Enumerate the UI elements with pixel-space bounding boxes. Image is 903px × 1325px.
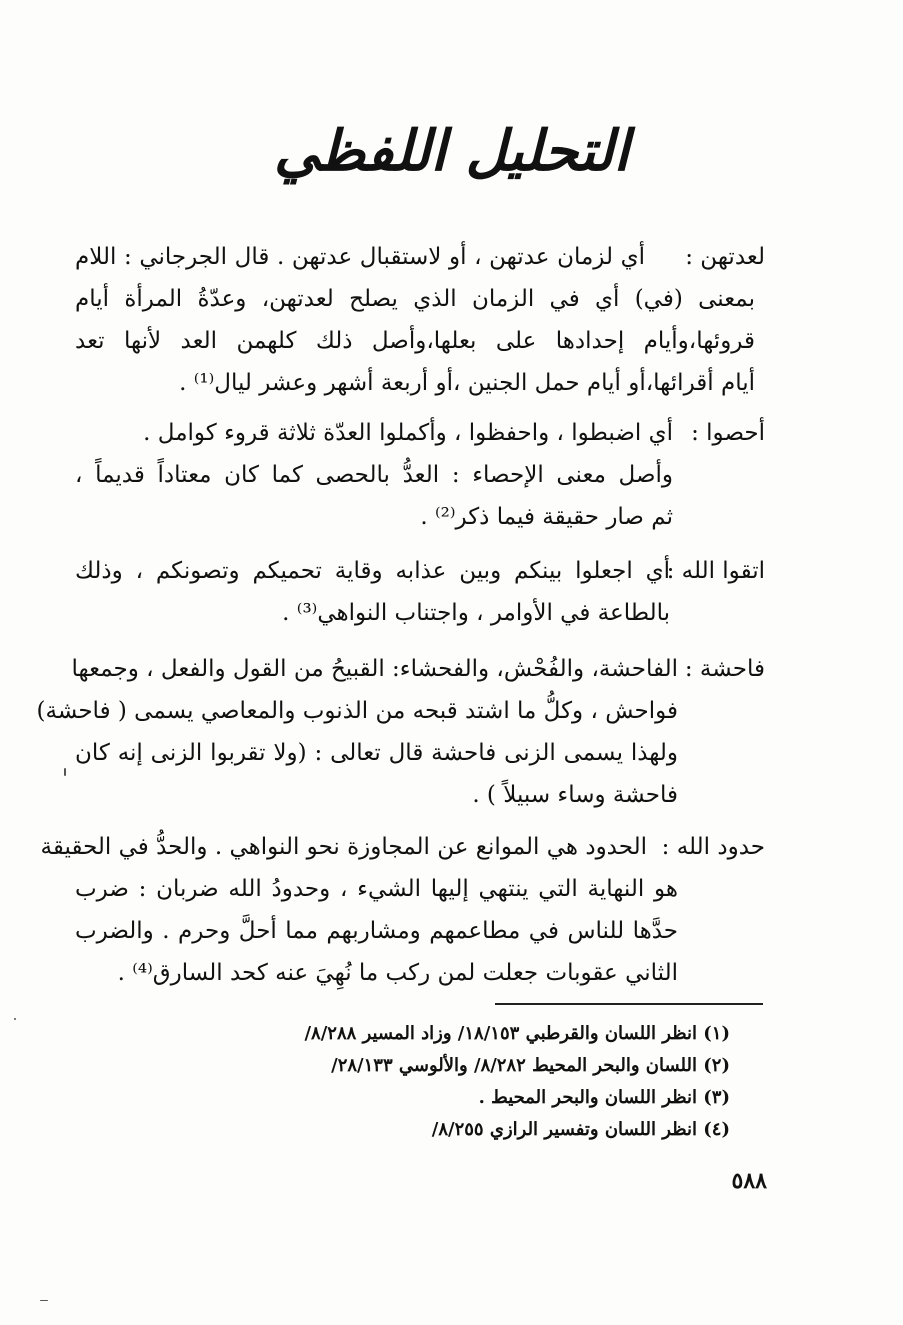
entry-line: ثم صار حقيقة فيما ذكر⁽²⁾ . xyxy=(420,504,673,530)
entry-line: بالطاعة في الأوامر ، واجتناب النواهي⁽³⁾ . xyxy=(282,600,670,626)
entry-term: أحصوا : xyxy=(691,420,765,446)
entry-line: بمعنى (في) أي في الزمان الذي يصلح لعدتهن، وعدّةُ المرأة أيام xyxy=(75,286,755,312)
footnote-item: (٤) انظر اللسان وتفسير الرازي ٨/٢٥٥/ xyxy=(431,1119,730,1140)
entry-line: الفاحشة، والفُحْش، والفحشاء: القبيحُ من القول والفعل ، وجمعها xyxy=(71,656,678,682)
entry-line: الحدود هي الموانع عن المجاوزة نحو النواهي . والحدُّ في الحقيقة xyxy=(40,834,647,860)
entry-line: أيام أقرائها،أو أيام حمل الجنين ،أو أربعة أشهر وعشر ليال⁽¹⁾ . xyxy=(179,370,755,396)
entry-term: اتقوا الله : xyxy=(666,558,765,584)
page-title: التحليل اللفظي xyxy=(273,118,630,184)
entry-line: ولهذا يسمى الزنى فاحشة قال تعالى : (ولا تقربوا الزنى إنه كان xyxy=(75,740,678,766)
entry-line: أي اجعلوا بينكم وبين عذابه وقاية تحميكم وتصونكم ، وذلك xyxy=(75,558,670,584)
scan-speck xyxy=(14,1018,16,1020)
entry-line: حدَّها للناس في مطاعمهم ومشاربهم مما أحلَّ وحرم . والضرب xyxy=(75,918,678,944)
entry-ittaqu-allah xyxy=(75,550,765,634)
entry-line: الثاني عقوبات جعلت لمن ركب ما نُهِيَ عنه كحد السارق⁽⁴⁾ . xyxy=(117,960,678,986)
footnote-item: (٢) اللسان والبحر المحيط ٨/٢٨٢/ والألوسي ٢٨/١٣٣/ xyxy=(331,1055,730,1076)
footnote-divider xyxy=(495,1003,763,1005)
entry-fahisha xyxy=(36,648,765,816)
entry-line: فواحش ، وكلُّ ما اشتد قبحه من الذنوب والمعاصي يسمى ( فاحشة) xyxy=(36,698,678,724)
scan-speck xyxy=(64,768,66,776)
scan-speck xyxy=(40,1300,48,1301)
page-number: ٥٨٨ xyxy=(731,1168,767,1194)
entry-term: حدود الله : xyxy=(661,834,765,860)
entry-line: وأصل معنى الإحصاء : العدُّ بالحصى كما كان معتاداً قديماً ، xyxy=(75,462,673,488)
footnote-item: (٣) انظر اللسان والبحر المحيط . xyxy=(478,1087,730,1108)
entry-line: أي اضبطوا ، واحفظوا ، وأكملوا العدّة ثلاثة قروء كوامل . xyxy=(143,420,673,446)
footnotes xyxy=(110,1018,730,1146)
entry-iddatihinna xyxy=(75,236,765,404)
entry-hudud-allah xyxy=(40,826,765,994)
entry-line: قروئها،وأيام إحدادها على بعلها،وأصل ذلك كلهمن العد لأنها تعد xyxy=(75,328,755,354)
entry-ahsu xyxy=(75,412,765,538)
entry-line: أي لزمان عدتهن ، أو لاستقبال عدتهن . قال الجرجاني : اللام xyxy=(75,244,645,270)
entry-line: هو النهاية التي ينتهي إليها الشيء ، وحدودُ الله ضربان : ضرب xyxy=(75,876,678,902)
entry-term: لعدتهن : xyxy=(685,244,765,270)
entry-line: فاحشة وساء سبيلاً ) . xyxy=(472,782,678,808)
footnote-item: (١) انظر اللسان والقرطبي ١٨/١٥٣/ وزاد المسير ٨/٢٨٨/ xyxy=(304,1023,730,1044)
entry-term: فاحشة : xyxy=(684,656,765,682)
